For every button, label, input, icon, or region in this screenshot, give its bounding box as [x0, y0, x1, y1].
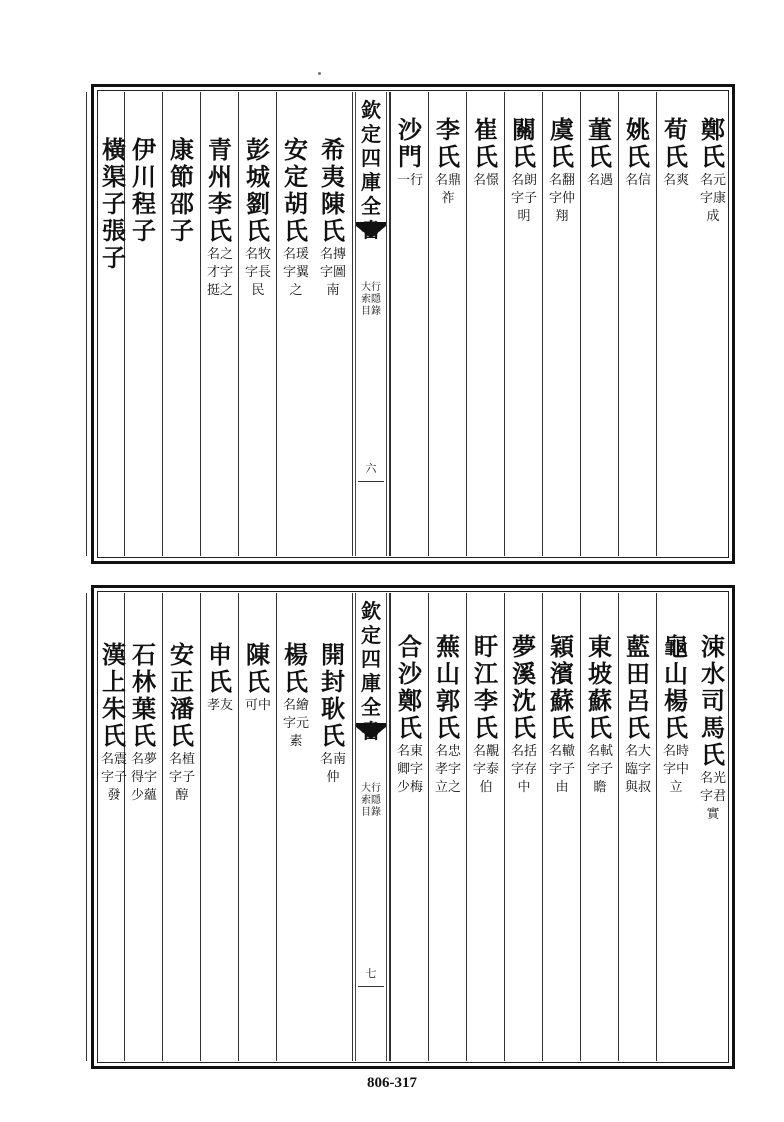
entry-column: [390, 593, 428, 1061]
entry-column: [618, 593, 656, 1061]
entry-name: 橫渠子張子: [102, 135, 126, 272]
entry-name: 陳氏: [246, 640, 270, 696]
entry-name: 穎濱蘇氏: [550, 632, 574, 742]
entry-column: [580, 92, 618, 556]
page-footer-code: 806-317: [367, 1075, 417, 1091]
entry-name: 姚氏: [626, 115, 650, 171]
entry-name: 合沙鄭氏: [398, 632, 422, 742]
entry-column: [86, 593, 127, 1061]
entry-name: 崔氏: [474, 115, 498, 171]
entry-note: 一行: [396, 173, 423, 188]
entry-column: [124, 92, 162, 556]
entry-name: 東坡蘇氏: [588, 632, 612, 742]
entry-note: 名朗字子明: [510, 173, 537, 224]
entry-note: 名瑗字翼之: [282, 247, 309, 298]
entry-note: 名爽: [662, 173, 689, 188]
entry-name: 漢上朱氏: [102, 640, 126, 750]
entry-note: 名光字君實: [699, 771, 726, 822]
entry-note: 名牧字長民: [244, 247, 271, 298]
entry-column: [542, 92, 580, 556]
entry-name: 盱江李氏: [474, 632, 498, 742]
entry-name: 沙門: [398, 115, 422, 171]
entry-note: 名之才字挺之: [206, 247, 233, 298]
entry-name: 董氏: [588, 115, 612, 171]
entry-column: [504, 593, 542, 1061]
entry-name: 李氏: [436, 115, 460, 171]
entry-column: [618, 92, 656, 556]
book-title: 欽定四庫全: [361, 98, 381, 218]
entry-note: 名摶字圖南: [319, 247, 346, 298]
entry-column: [124, 593, 162, 1061]
entry-column: [428, 593, 466, 1061]
center-fold: [352, 593, 390, 1061]
entry-column: [542, 593, 580, 1061]
entry-name: 開封耿氏: [321, 640, 345, 750]
entry-column: [580, 593, 618, 1061]
page-bottom: [91, 585, 735, 1069]
book-subtitle: 大行索隱 目錄: [361, 282, 381, 317]
entry-column: [314, 593, 352, 1061]
entry-name: 關氏: [512, 115, 536, 171]
entry-column: [694, 593, 732, 1061]
entry-name: 伊川程子: [132, 135, 156, 245]
divider: [358, 986, 384, 987]
entry-column: [694, 92, 732, 556]
page-number: 六: [365, 462, 377, 475]
entry-column: [238, 593, 276, 1061]
entry-note: 名南仲: [319, 752, 346, 785]
entry-note: 名覯字泰伯: [472, 744, 499, 795]
entry-column: [200, 92, 238, 556]
entry-name: 石林葉氏: [132, 640, 156, 750]
entry-note: 名元字康成: [699, 173, 726, 224]
entry-note: 名東卿字少梅: [396, 744, 423, 795]
entry-name: 康節邵子: [170, 135, 194, 245]
entry-note: 名植字子醇: [168, 752, 195, 803]
entry-note: 孝友: [206, 698, 233, 713]
entry-column: [162, 593, 200, 1061]
entry-note: 名括字存中: [510, 744, 537, 795]
entry-column: [656, 92, 694, 556]
entry-note: 名時字中立: [662, 744, 689, 795]
entry-note: 名大臨字與叔: [624, 744, 651, 795]
entry-column: [466, 593, 504, 1061]
book-title: 欽定四庫全: [361, 599, 381, 719]
entry-note: 可中: [244, 698, 271, 713]
entry-name: 蕪山郭氏: [436, 632, 460, 742]
book-subtitle: 大行索隱 目錄: [361, 783, 381, 818]
divider: [358, 481, 384, 482]
entry-note: 名轍字子由: [548, 744, 575, 795]
entry-column: [428, 92, 466, 556]
entry-name: 彭城劉氏: [246, 135, 270, 245]
entry-note: 名信: [624, 173, 651, 188]
center-fold: [352, 92, 390, 556]
entry-note: 名遇: [586, 173, 613, 188]
entry-note: 名震字子發: [100, 752, 127, 803]
entry-note: 名繪字元素: [282, 698, 309, 749]
fishtail-mark: [356, 723, 386, 741]
entry-name: 虞氏: [550, 115, 574, 171]
entry-column: [276, 593, 314, 1061]
entry-column: [276, 92, 314, 556]
entry-name: 申氏: [208, 640, 232, 696]
fishtail-mark: [356, 222, 386, 240]
entry-column: [504, 92, 542, 556]
entry-name: 龜山楊氏: [664, 632, 688, 742]
entry-note: 名憬: [472, 173, 499, 188]
entry-name: 藍田呂氏: [626, 632, 650, 742]
entry-note: 名軾字子瞻: [586, 744, 613, 795]
entry-name: 荀氏: [664, 115, 688, 171]
entry-column: [238, 92, 276, 556]
entry-column: [162, 92, 200, 556]
page-top: [91, 84, 735, 564]
entry-column: [390, 92, 428, 556]
entry-column: [466, 92, 504, 556]
ink-dot: [318, 72, 321, 75]
entry-name: 楊氏: [284, 640, 308, 696]
entry-column: [656, 593, 694, 1061]
entry-note: 名忠孝字立之: [434, 744, 461, 795]
entry-name: 鄭氏: [701, 115, 725, 171]
entry-name: 安正潘氏: [170, 640, 194, 750]
entry-name: 希夷陳氏: [321, 135, 345, 245]
entry-name: 青州李氏: [208, 135, 232, 245]
entry-column: [86, 92, 124, 556]
entry-note: 名翻字仲翔: [548, 173, 575, 224]
entry-name: 安定胡氏: [284, 135, 308, 245]
entry-note: 名夢得字少蘊: [130, 752, 157, 803]
entry-name: 夢溪沈氏: [512, 632, 536, 742]
entry-column: [314, 92, 352, 556]
page-number: 七: [365, 967, 377, 980]
entry-column: [200, 593, 238, 1061]
entry-name: 涑水司馬氏: [701, 632, 725, 769]
entry-note: 名鼎祚: [434, 173, 461, 206]
